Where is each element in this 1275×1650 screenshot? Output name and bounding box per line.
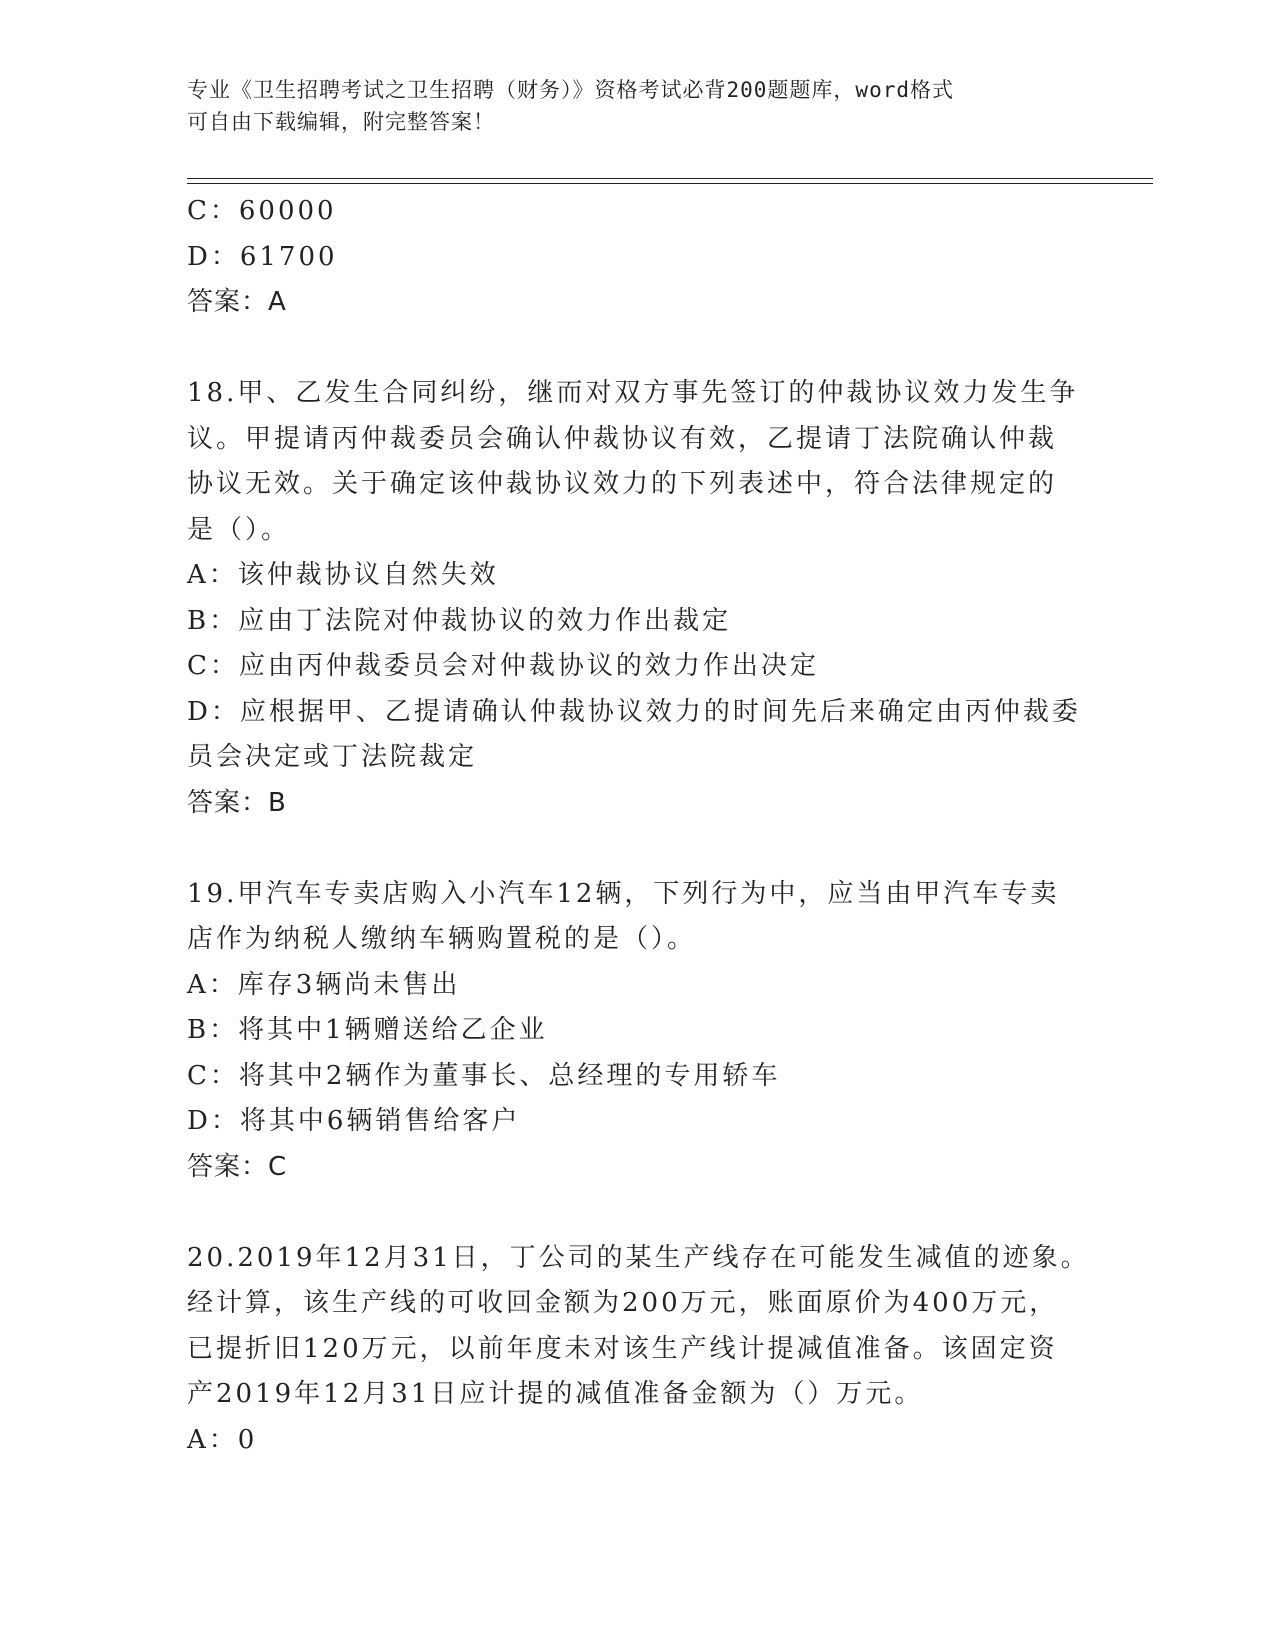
- spacer: [187, 1190, 1087, 1236]
- header-rule-top: [187, 178, 1153, 179]
- option-d: D：应根据甲、乙提请确认仲裁协议效力的时间先后来确定由丙仲裁委: [187, 696, 1081, 727]
- option-a: A：该仲裁协议自然失效: [187, 560, 499, 590]
- question-stem-line: 议。甲提请丙仲裁委员会确认仲裁协议有效，乙提请丁法院确认仲裁: [187, 423, 1058, 454]
- question-20: [187, 1236, 1090, 1464]
- question-content: [187, 189, 1090, 1463]
- header-line-2: 可自由下载编辑，附完整答案！: [187, 110, 495, 134]
- option-c: C：将其中2辆作为董事长、总经理的专用轿车: [187, 1060, 781, 1091]
- question-stem-line: 19.甲汽车专卖店购入小汽车12辆，下列行为中，应当由甲汽车专卖: [187, 878, 1060, 909]
- option-a: A：0: [187, 1424, 258, 1455]
- question-stem-line: 是（）。: [187, 514, 291, 545]
- question-18: [187, 371, 1087, 826]
- question-stem-line: 20.2019年12月31日，丁公司的某生产线存在可能发生减值的迹象。: [187, 1242, 1090, 1273]
- spacer: [187, 326, 1087, 372]
- answer-line: 答案：C: [187, 1151, 288, 1182]
- question-stem-line: 18.甲、乙发生合同纠纷，继而对双方事先签订的仲裁协议效力发生争: [187, 378, 1079, 408]
- spacer: [187, 826, 1087, 872]
- option-d-continued: 员会决定或丁法院裁定: [187, 742, 478, 772]
- option-c: C：应由丙仲裁委员会对仲裁协议的效力作出决定: [187, 651, 819, 681]
- option-b: B：应由丁法院对仲裁协议的效力作出裁定: [187, 605, 732, 636]
- option-d: D：61700: [187, 241, 338, 272]
- header-line-1: 专业《卫生招聘考试之卫生招聘（财务）》资格考试必背200题题库，word格式: [187, 78, 954, 102]
- answer-line: 答案：A: [187, 287, 287, 317]
- question-stem-line: 店作为纳税人缴纳车辆购置税的是（）。: [187, 924, 697, 954]
- option-d: D：将其中6辆销售给客户: [187, 1106, 521, 1136]
- header-rule-bottom: [187, 183, 1153, 184]
- option-c: C：60000: [187, 196, 337, 226]
- question-stem-line: 经计算，该生产线的可收回金额为200万元，账面原价为400万元，: [187, 1288, 1059, 1318]
- question-19: [187, 872, 1087, 1191]
- previous-question-tail: [187, 189, 1087, 326]
- question-stem-line: 已提折旧120万元，以前年度未对该生产线计提减值准备。该固定资: [187, 1333, 1058, 1364]
- page-header: [187, 74, 1067, 138]
- option-b: B：将其中1辆赠送给乙企业: [187, 1015, 548, 1045]
- question-stem-line: 产2019年12月31日应计提的减值准备金额为（）万元。: [187, 1379, 924, 1409]
- answer-line: 答案：B: [187, 787, 287, 818]
- option-a: A：库存3辆尚未售出: [187, 969, 461, 1000]
- question-stem-line: 协议无效。关于确定该仲裁协议效力的下列表述中，符合法律规定的: [187, 469, 1058, 499]
